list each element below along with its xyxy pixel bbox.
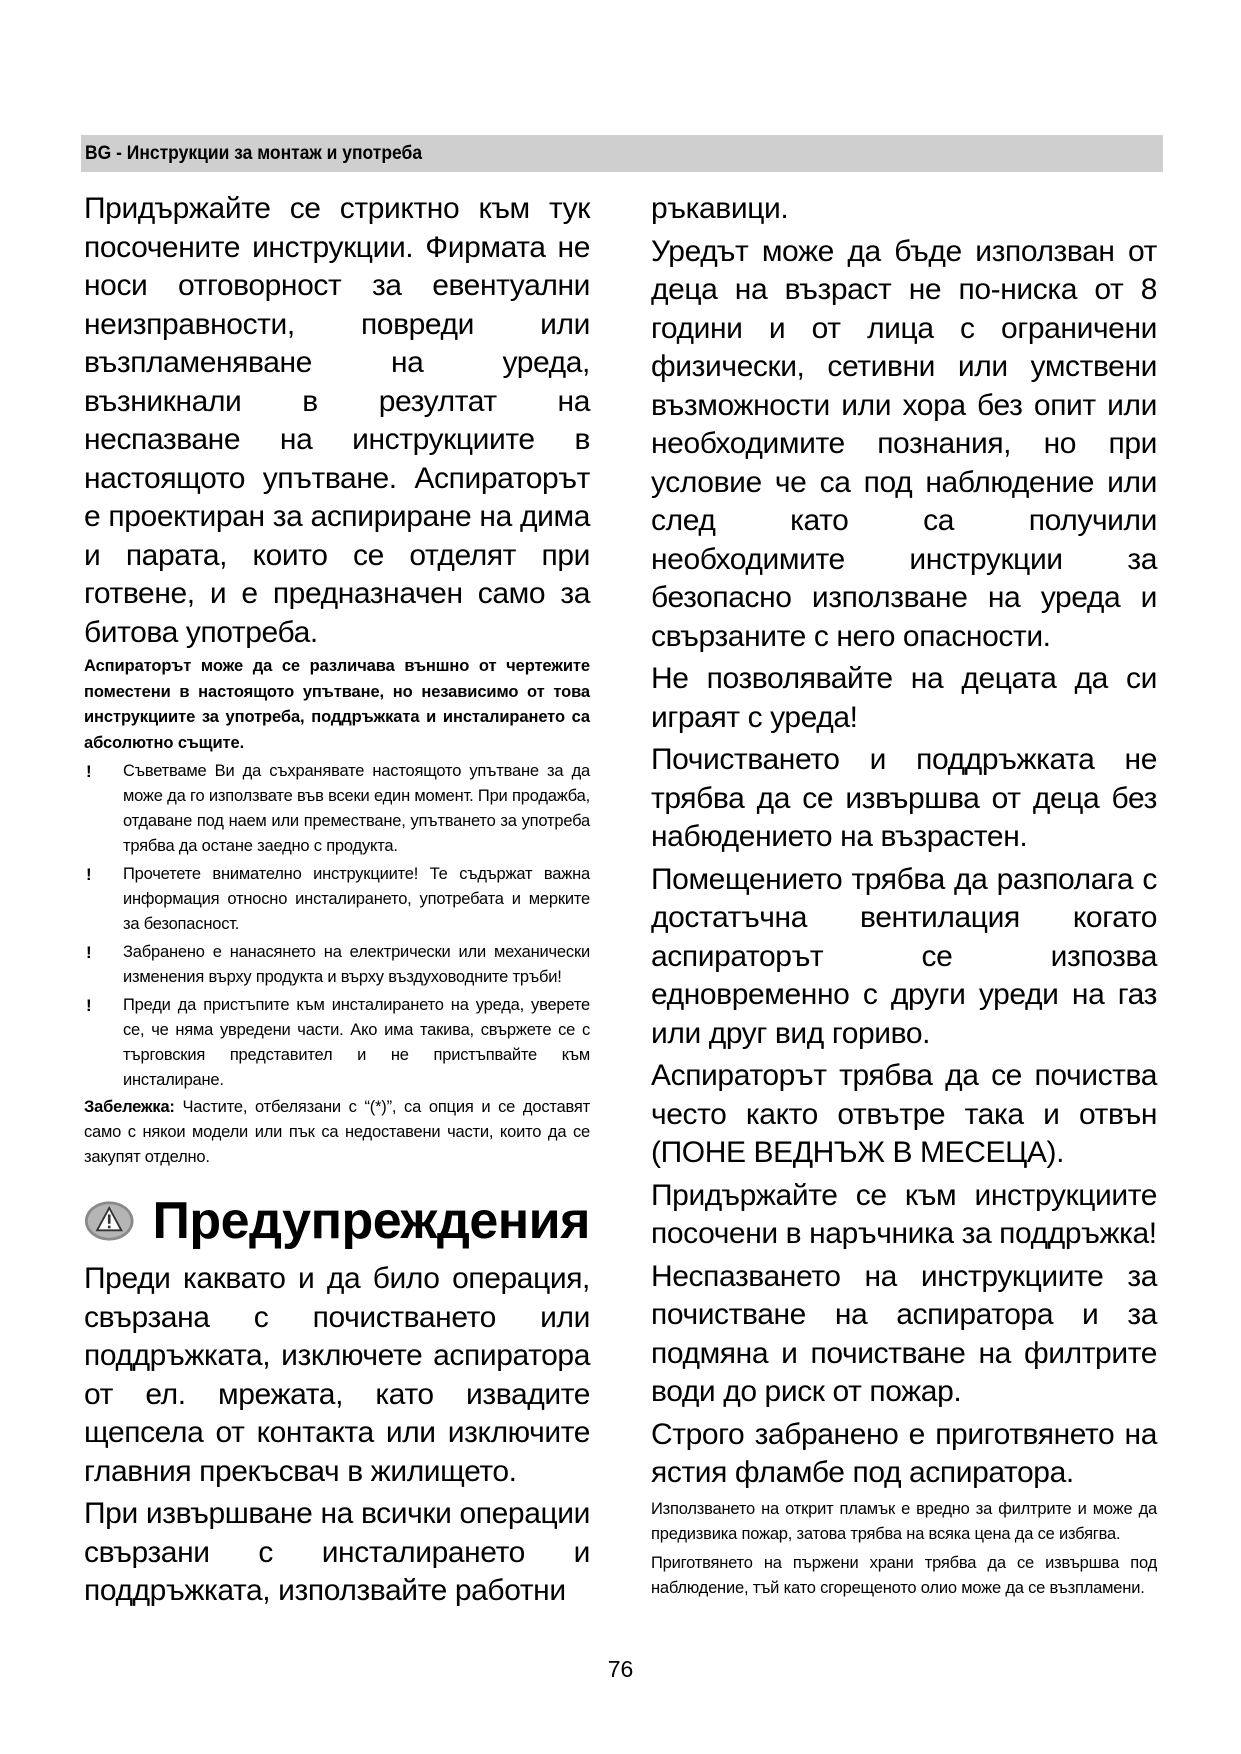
paragraph: Строго забранено е приготвянето на ястия фламбе под аспиратора. <box>651 1417 1157 1489</box>
note-item <box>84 940 590 990</box>
exclamation-icon: ! <box>86 762 92 781</box>
small-paragraph: Използването на открит пламък е вредно за филтрите и може да предизвика пожар, затова трябва на всяка цена да се избягва. <box>651 1499 1157 1543</box>
note-item <box>84 862 590 937</box>
paragraph: Аспираторът трябва да се почиства често както отвътре така и отвън (ПОНЕ ВЕДНЪЖ В МЕСЕЦА). <box>651 1059 1157 1169</box>
intro-paragraph: Придържайте се стриктно към тук посочените инструкции. Фирмата не носи отговорност за евентуални неизправности, повреди или възпламеняване на уреда, възникнали в резултат на неспазване на инструкциите в настоящото упътване. Аспираторът е проектиран за аспириране на дима и парата, които се отделят при готвене, и е предназначен само за битова употреба. <box>84 192 590 649</box>
remark-label: Забележка: <box>84 1098 175 1116</box>
paragraph: Не позволявайте на децата да си играят с уреда! <box>651 662 1157 734</box>
bold-notice: Аспираторът може да се различава външно от чертежите поместени в настоящото упътване, но независимо от това инструкциите за употреба, поддръжката и инсталирането са абсолютно същите. <box>84 657 590 752</box>
note-text: Съветваме Ви да съхранявате настоящото упътване за да може да го използвате във всеки един момент. При продажба, отдаване под наем или преместване, упътването за употреба трябва да остане заедно с продукта. <box>123 762 590 855</box>
warnings-heading <box>84 1192 590 1250</box>
note-item <box>84 993 590 1093</box>
exclamation-icon: ! <box>86 865 92 884</box>
paragraph: Почистването и поддръжката не трябва да се извършва от деца без набюдението на възрастен. <box>651 743 1157 853</box>
remark-paragraph <box>84 1095 590 1170</box>
note-item <box>84 759 590 859</box>
warning-paragraph: Преди каквато и да било операция, свързана с почистването или поддръжката, изключете аспиратора от ел. мрежата, като извадите щепсела от контакта или изключите главния прекъсвач в жилището. <box>84 1262 590 1488</box>
small-paragraph: Приготвянето на пържени храни трябва да се извършва под наблюдение, тъй като сгорещеното олио може да се възпламени. <box>651 1553 1157 1597</box>
paragraph: ръкавици. <box>651 192 789 225</box>
paragraph: Помещението трябва да разполага с достатъчна вентилация когато аспираторът се изпозва едновременно с други уреди на газ или друг вид гориво. <box>651 862 1157 1050</box>
notes-list <box>84 759 590 1093</box>
exclamation-icon: ! <box>86 996 92 1015</box>
page-number: 76 <box>607 1656 634 1682</box>
note-text: Забранено е нанасянето на електрически или механически изменения върху продукта и върху въздуховодните тръби! <box>123 943 590 986</box>
warnings-title: Предупреждения <box>152 1192 590 1250</box>
page-header <box>81 135 1163 172</box>
note-text: Прочетете внимателно инструкциите! Те съдържат важна информация относно инсталирането, употребата и мерките за безопасност. <box>123 865 590 933</box>
left-column <box>84 190 590 1611</box>
paragraph: Придържайте се към инструкциите посочени в наръчника за поддръжка! <box>651 1178 1157 1250</box>
remark-text: Частите, отбелязани с “(*)”, са опция и се доставят само с някои модели или пък са недоставени части, които да се закупят отделно. <box>84 1098 590 1166</box>
header-title: BG - Инструкции за монтаж и употреба <box>85 143 423 164</box>
exclamation-icon: ! <box>86 943 92 962</box>
right-column <box>651 190 1157 1601</box>
note-text: Преди да пристъпите към инсталирането на уреда, уверете се, че няма увредени части. Ако има такива, свържете се с търговския представител и не пристъпвайте към инсталиране. <box>123 996 590 1089</box>
warning-icon <box>84 1198 134 1244</box>
warning-paragraph: При извършване на всички операции свързани с инсталирането и поддръжката, използвайте работни <box>84 1497 590 1607</box>
paragraph: Неспазването на инструкциите за почистване на аспиратора и за подмяна и почистване на филтрите води до риск от пожар. <box>651 1259 1157 1408</box>
paragraph: Уредът може да бъде използван от деца на възраст не по-ниска от 8 години и от лица с ограничени физически, сетивни или умствени възможности или хора без опит или необходимите познания, но при условие че са под наблюдение или след като са получили необходимите инструкции за безопасно използване на уреда и свързаните с него опасности. <box>651 234 1157 653</box>
